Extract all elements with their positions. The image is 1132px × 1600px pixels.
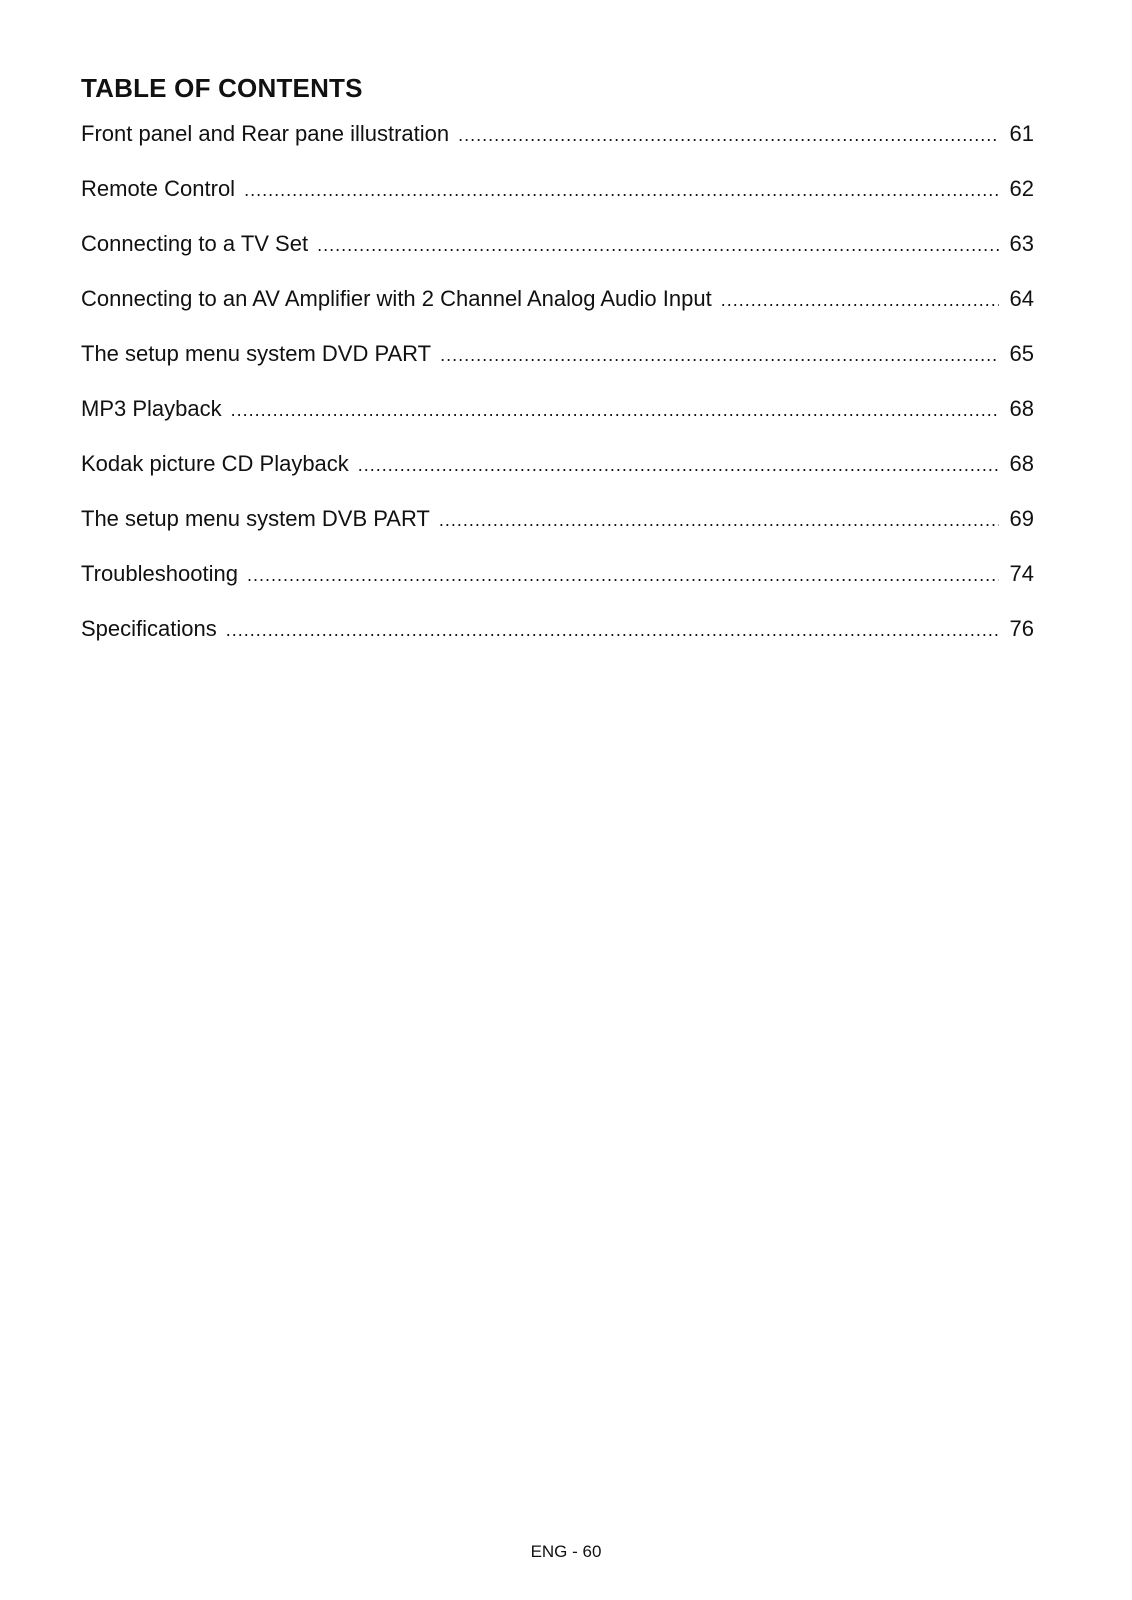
dot-leader	[358, 449, 999, 481]
dot-leader	[317, 229, 999, 261]
toc-entry-page: 62	[1009, 176, 1034, 201]
dot-leader	[226, 614, 999, 646]
toc-entry-label: Troubleshooting	[81, 561, 238, 586]
toc-entry	[81, 338, 1034, 393]
toc-entry-label: Front panel and Rear pane illustration	[81, 121, 450, 146]
toc-entry-label: The setup menu system DVB PART	[81, 506, 430, 531]
toc-entry-page: 65	[1009, 341, 1034, 366]
toc-entry	[81, 448, 1034, 503]
toc-entry-label: Specifications	[81, 616, 217, 641]
toc-entry-page: 68	[1009, 396, 1034, 421]
toc-entry-page: 74	[1009, 561, 1034, 586]
dot-leader	[721, 284, 999, 316]
toc-entry	[81, 173, 1034, 228]
toc-entry	[81, 558, 1034, 613]
toc-entry	[81, 228, 1034, 283]
dot-leader	[439, 504, 999, 536]
dot-leader	[244, 174, 999, 206]
toc-list	[81, 118, 1034, 668]
page-title: TABLE OF CONTENTS	[81, 73, 363, 103]
toc-entry	[81, 613, 1034, 668]
toc-entry-label: The setup menu system DVD PART	[81, 341, 432, 366]
toc-entry-label: Connecting to a TV Set	[81, 231, 309, 256]
dot-leader	[458, 119, 999, 151]
toc-entry-label: Connecting to an AV Amplifier with 2 Channel Analog Audio Input	[81, 286, 712, 311]
toc-entry-page: 76	[1009, 616, 1034, 641]
toc-entry-page: 69	[1009, 506, 1034, 531]
toc-entry-page: 64	[1009, 286, 1034, 311]
dot-leader	[440, 339, 999, 371]
toc-entry	[81, 393, 1034, 448]
page-number-footer: ENG - 60	[530, 1542, 602, 1561]
toc-entry	[81, 503, 1034, 558]
toc-entry-label: MP3 Playback	[81, 396, 222, 421]
dot-leader	[231, 394, 999, 426]
toc-entry	[81, 118, 1034, 173]
toc-entry-label: Remote Control	[81, 176, 236, 201]
toc-entry-page: 63	[1009, 231, 1034, 256]
toc-entry-label: Kodak picture CD Playback	[81, 451, 349, 476]
toc-entry-page: 68	[1009, 451, 1034, 476]
dot-leader	[247, 559, 999, 591]
toc-entry-page: 61	[1009, 121, 1034, 146]
toc-entry	[81, 283, 1034, 338]
